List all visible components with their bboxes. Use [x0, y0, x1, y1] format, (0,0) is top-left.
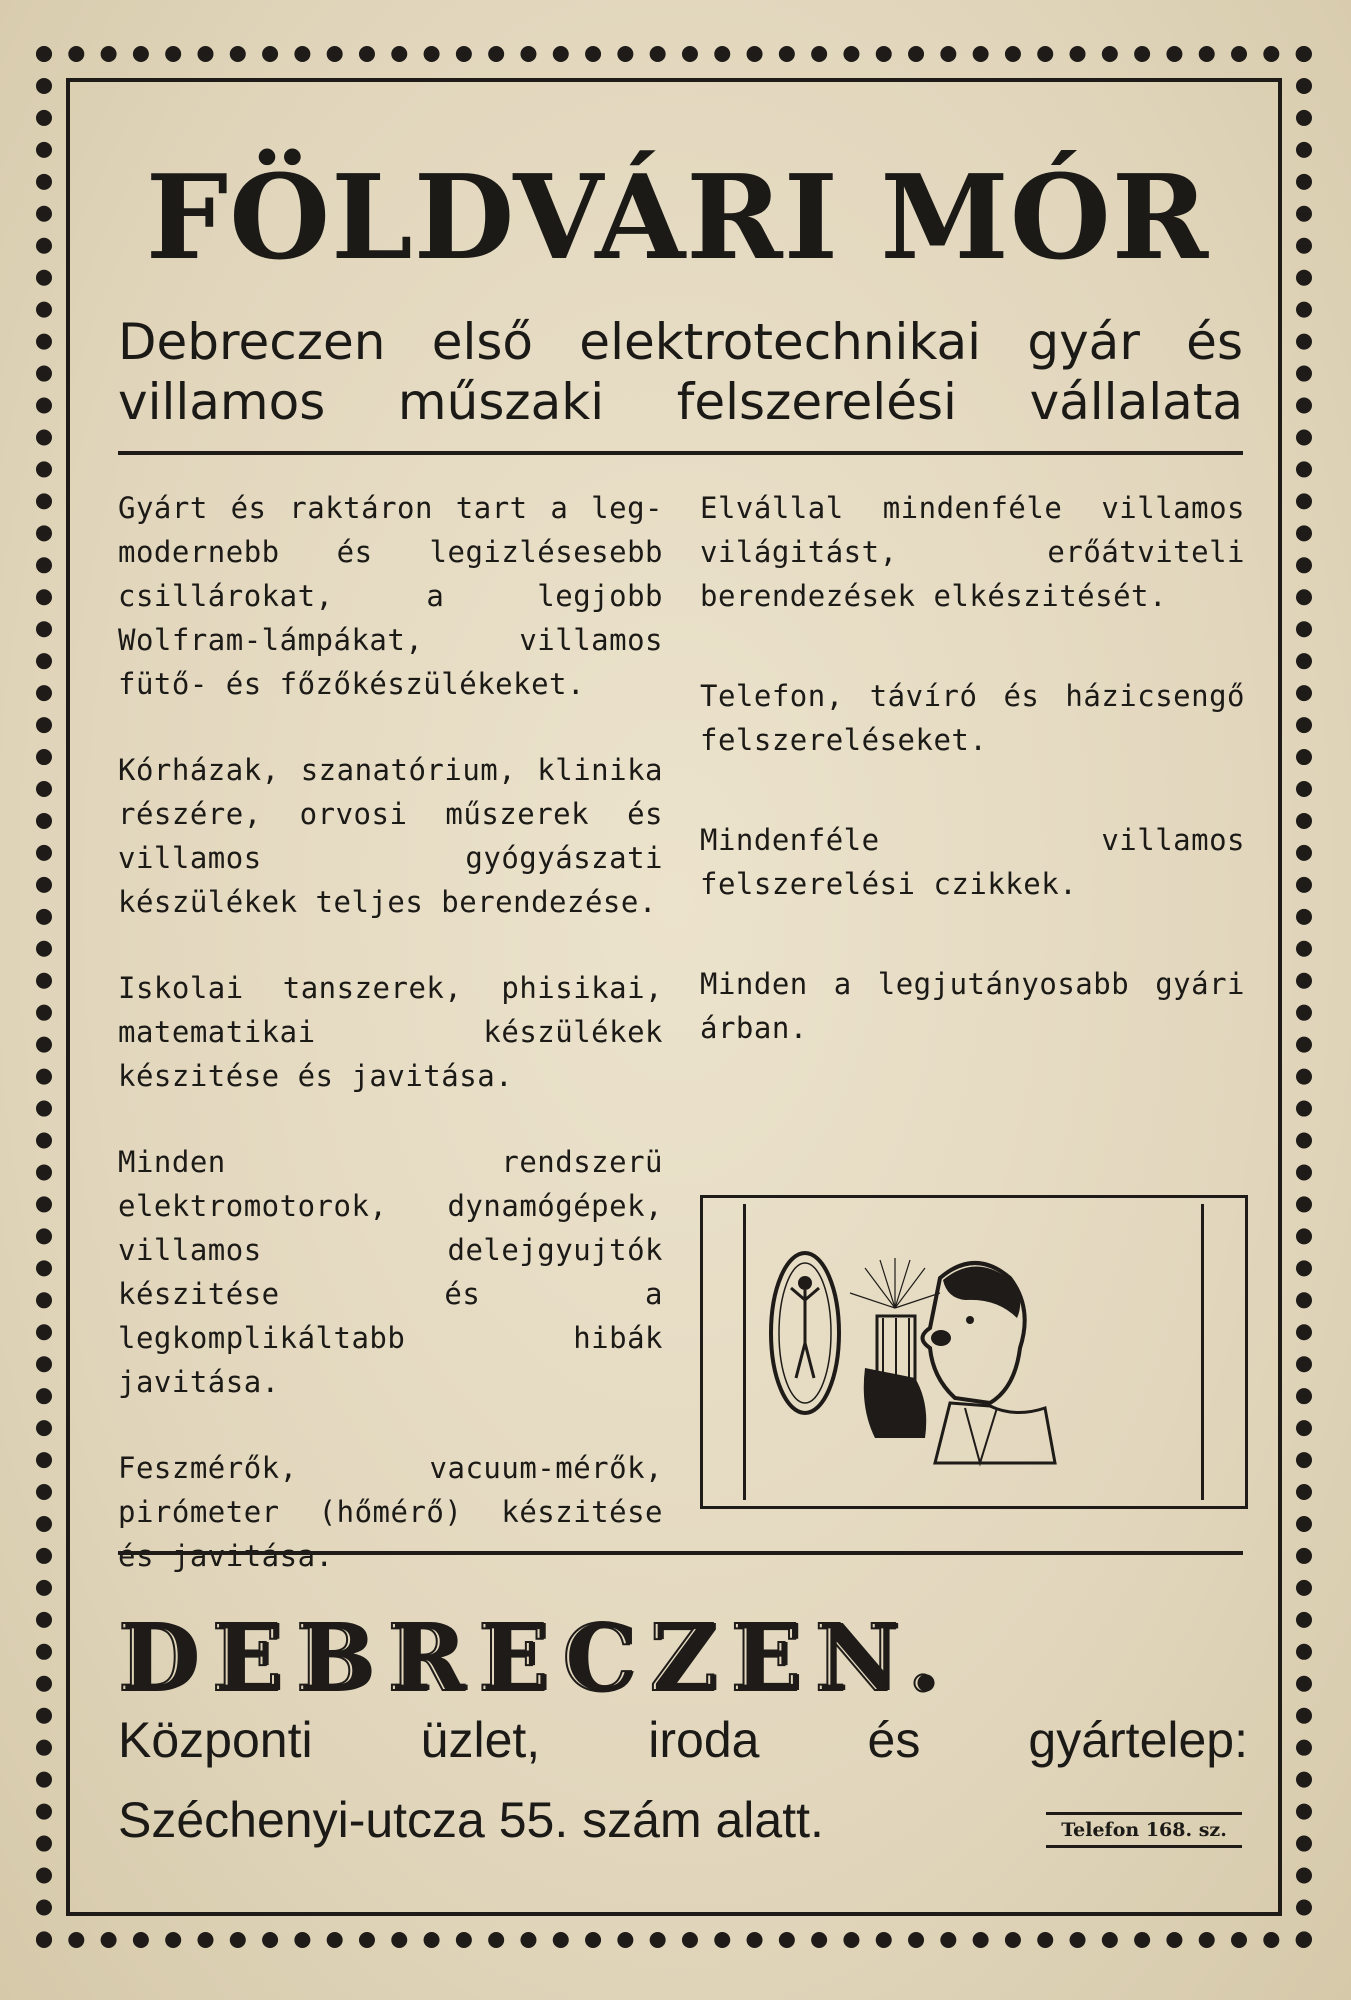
right-column	[700, 486, 1245, 1106]
right-paragraph-telephone: Telefon, távíró és házicsengő felszereléseket.	[700, 679, 1245, 757]
city-heading	[118, 1604, 1248, 1712]
right-paragraph-lighting: Elvállal mindenféle villamos világitást, erőátviteli berendezések elkészitését.	[700, 491, 1245, 613]
man-with-lamp-illustration-icon	[765, 1238, 1065, 1468]
company-subtitle	[118, 312, 1243, 432]
address-line-2: Széchenyi-utcza 55. szám alatt.	[118, 1792, 824, 1848]
top-divider	[118, 451, 1243, 455]
left-paragraph-products: Gyárt és raktáron tart a leg-modernebb és legizlésesebb csillárokat, a legjobb Wolfram-lámpákat, villamos fütő- és főzőkészülékeket.	[118, 491, 663, 701]
city-heading-text: DEBRECZEN.	[118, 1604, 953, 1712]
address-line-1: Központi üzlet, iroda és gyártelep:	[118, 1712, 1248, 1768]
left-column	[118, 486, 663, 1620]
right-paragraph-prices: Minden a legjutányosabb gyári árban.	[700, 967, 1245, 1045]
left-paragraph-school: Iskolai tanszerek, phisikai, matematikai készülékek készitése és javitása.	[118, 971, 663, 1093]
bottom-divider	[118, 1551, 1243, 1555]
phone-number: Telefon 168. sz.	[1046, 1812, 1242, 1848]
left-paragraph-meters: Feszmérők, vacuum-mérők, pirómeter (hőmérő) készitése és javitása.	[118, 1451, 663, 1573]
company-title: FÖLDVÁRI MÓR	[145, 150, 1210, 286]
subtitle-line-2: villamos műszaki felszerelési vállalata	[118, 373, 1243, 431]
illustration-box	[700, 1195, 1248, 1509]
subtitle-line-1: Debreczen első elektrotechnikai gyár és	[118, 313, 1243, 371]
left-paragraph-hospitals: Kórházak, szanatórium, klinika részére, orvosi műszerek és villamos gyógyászati készülékek teljes berendezése.	[118, 753, 663, 919]
left-paragraph-motors: Minden rendszerü elektromotorok, dynamógépek, villamos delejgyujtók készitése és a legkomplikáltabb hibák javitása.	[118, 1145, 663, 1399]
right-paragraph-supplies: Mindenféle villamos felszerelési czikkek.	[700, 823, 1245, 901]
